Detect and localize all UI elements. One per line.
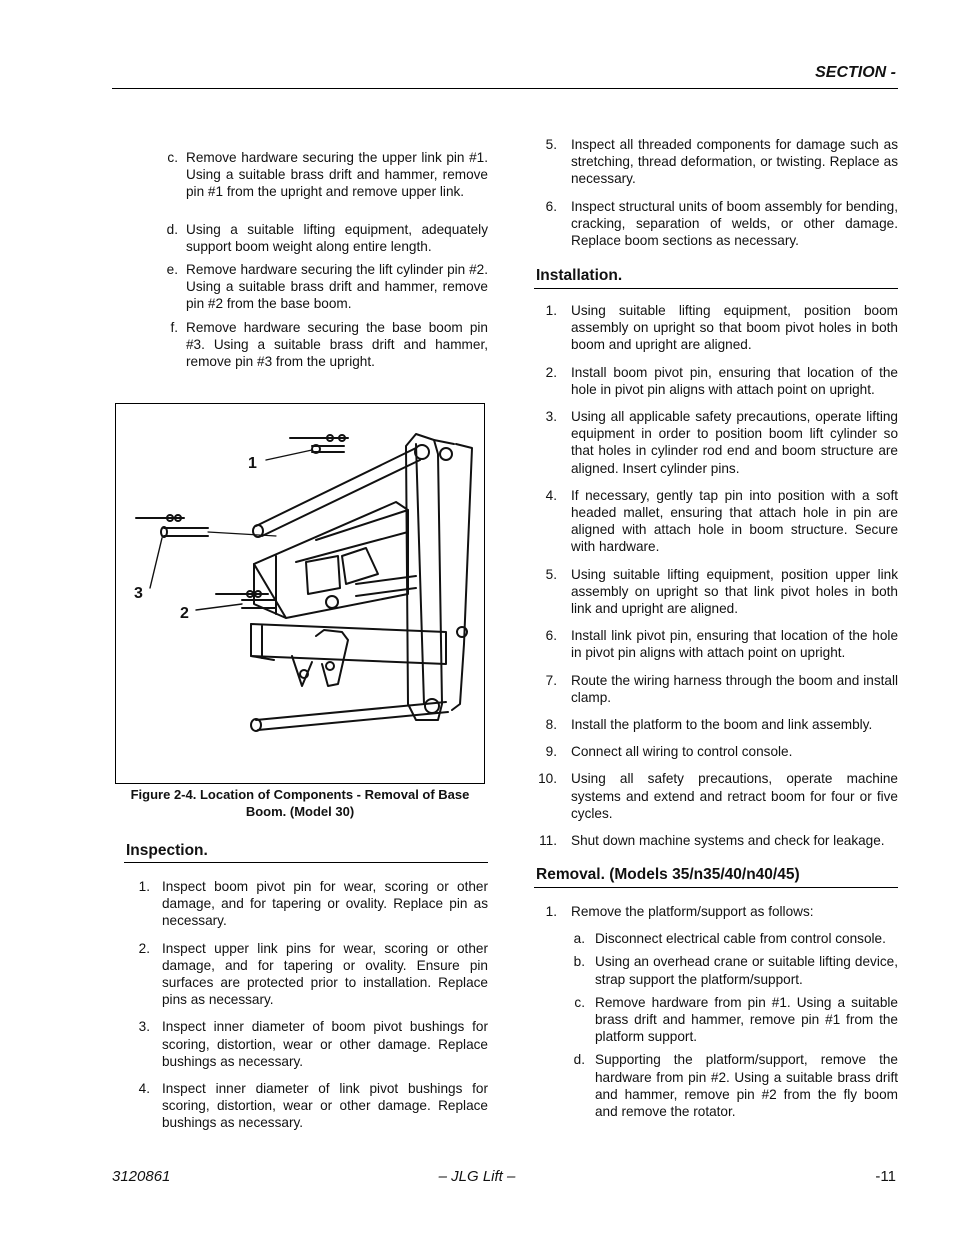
list-item	[545, 716, 898, 733]
list-text: Shut down machine systems and check for leakage.	[571, 833, 885, 849]
figure-2-4	[115, 403, 485, 784]
list-item	[166, 221, 488, 255]
list-marker: 5.	[545, 137, 557, 152]
figure-caption	[115, 786, 485, 820]
list-text: Remove hardware securing the base boom pin #3. Using a suitable brass drift and hammer, remove pin #3 from the upright.	[186, 319, 488, 370]
list-item	[138, 878, 488, 930]
list-item	[539, 832, 898, 849]
list-marker: c.	[167, 150, 178, 165]
list-item	[545, 903, 898, 920]
list-marker: 1.	[138, 879, 150, 894]
list-text: Inspect upper link pins for wear, scoring or other damage, and for tapering or ovality. Ensure pin surfaces are protected prior to installation. Replace pins as necessary.	[162, 940, 488, 1008]
list-marker: 3.	[138, 1019, 150, 1035]
list-item	[545, 672, 898, 706]
removal-sublist	[573, 930, 898, 1120]
inspection-list	[138, 878, 488, 1132]
footer-doc-number: 3120861	[112, 1168, 171, 1185]
list-text: Remove hardware securing the upper link pin #1. Using a suitable brass drift and hammer, remove pin #1 from the upright and remove upper link.	[186, 150, 488, 200]
list-marker: b.	[573, 954, 585, 970]
list-marker: d.	[573, 1052, 585, 1068]
list-text: Using all applicable safety precautions, operate lifting equipment in order to position boom lift cylinder so that holes in cylinder rod end and boom structure are aligned. Insert cylinder pins.	[571, 409, 898, 476]
list-item	[574, 994, 898, 1046]
list-marker: 1.	[545, 904, 557, 919]
list-marker: d.	[166, 221, 178, 237]
header-rule	[112, 88, 898, 89]
list-item	[538, 770, 898, 822]
right-top-list	[545, 136, 898, 249]
list-marker: 1.	[545, 303, 557, 318]
list-item	[573, 930, 898, 947]
footer-brand: – JLG Lift –	[438, 1168, 516, 1185]
removal-list	[545, 903, 898, 1120]
installation-list	[538, 302, 898, 849]
list-marker: 8.	[545, 717, 557, 733]
list-marker: c.	[574, 994, 585, 1010]
list-item	[545, 136, 898, 188]
list-item	[545, 198, 898, 250]
list-item	[138, 1018, 488, 1070]
list-item	[545, 627, 898, 661]
list-item	[545, 408, 898, 477]
list-text: Inspect inner diameter of boom pivot bushings for scoring, distortion, wear or other damage. Replace bushings as necessary.	[162, 1019, 488, 1069]
list-marker: 10.	[538, 771, 557, 787]
list-text: Route the wiring harness through the boom and install clamp.	[571, 672, 898, 705]
list-text: Install the platform to the boom and link assembly.	[571, 717, 873, 733]
footer-page-number: -11	[875, 1168, 896, 1185]
list-marker: 7.	[545, 672, 557, 688]
list-item	[167, 149, 488, 201]
list-text: Inspect structural units of boom assembly for bending, cracking, separation of welds, or other damage. Replace boom sections as necessary.	[571, 198, 898, 249]
list-text: Using a suitable lifting equipment, adequately support boom weight along entire length.	[186, 221, 488, 254]
list-marker: 2.	[545, 364, 557, 380]
left-top-list	[166, 149, 488, 370]
list-text: Using suitable lifting equipment, position upper link assembly on upright so that link pivot holes in both link and upright are aligned.	[571, 566, 898, 617]
list-text: Remove hardware from pin #1. Using a suitable brass drift and hammer, remove pin #1 from the platform support.	[595, 994, 898, 1045]
list-text: Using suitable lifting equipment, position boom assembly on upright so that boom pivot holes in both boom and upright are aligned.	[571, 303, 898, 353]
installation-heading: Installation.	[536, 267, 623, 284]
figure-caption-line: Figure 2-4. Location of Components - Removal of Base	[130, 787, 470, 802]
list-text: Using all safety precautions, operate machine systems and extend and retract boom for four or five cycles.	[571, 771, 898, 821]
list-text: Install boom pivot pin, ensuring that location of the hole in pivot pin aligns with attach point on upright.	[571, 364, 898, 397]
list-item	[545, 743, 898, 760]
list-text: Inspect inner diameter of link pivot bushings for scoring, distortion, wear or other damage. Replace bushings as necessary.	[162, 1081, 488, 1131]
list-marker: f.	[170, 319, 178, 335]
list-item	[545, 566, 898, 618]
list-item	[545, 364, 898, 398]
callout-3: 3	[134, 585, 143, 602]
removal-heading: Removal. (Models 35/n35/40/n40/45)	[536, 866, 800, 883]
list-item	[166, 261, 488, 313]
list-marker: 2.	[138, 940, 150, 956]
list-text: Connect all wiring to control console.	[571, 744, 793, 760]
heading-rule	[124, 862, 488, 863]
list-text: Remove hardware securing the lift cylinder pin #2. Using a suitable brass drift and hammer, remove pin #2 from the base boom.	[186, 262, 488, 312]
list-marker: 5.	[545, 566, 557, 582]
list-item	[170, 319, 488, 371]
list-text: Install link pivot pin, ensuring that location of the hole in pivot pin aligns with attach point on upright.	[571, 628, 898, 661]
list-marker: 4.	[138, 1081, 150, 1097]
boom-components-illustration	[116, 404, 484, 783]
list-text: Disconnect electrical cable from control console.	[595, 931, 886, 947]
list-marker: 6.	[545, 198, 557, 214]
list-item	[573, 953, 898, 987]
list-item	[545, 487, 898, 556]
list-text: Remove the platform/support as follows:	[571, 904, 814, 919]
list-text: If necessary, gently tap pin into position with a soft headed mallet, ensuring that attach hole in pin are aligned with attach hole in boom structure. Secure with hardware.	[571, 487, 898, 555]
list-marker: a.	[573, 931, 585, 947]
list-marker: e.	[166, 262, 178, 278]
heading-rule	[534, 288, 898, 289]
list-marker: 4.	[545, 487, 557, 503]
list-text: Inspect all threaded components for damage such as stretching, thread deformation, or twisting. Replace as necessary.	[571, 137, 898, 187]
figure-caption-line: Boom. (Model 30)	[245, 804, 355, 819]
heading-rule	[534, 887, 898, 888]
section-header: SECTION -	[815, 64, 896, 81]
list-marker: 9.	[545, 744, 557, 760]
list-text: Using an overhead crane or suitable lifting device, strap support the platform/support.	[595, 954, 898, 987]
list-item	[545, 302, 898, 354]
callout-2: 2	[180, 605, 189, 622]
callout-1: 1	[248, 455, 257, 472]
list-item	[138, 940, 488, 1009]
list-marker: 11.	[539, 833, 557, 849]
list-item	[573, 1051, 898, 1120]
list-item	[138, 1080, 488, 1132]
list-marker: 3.	[545, 409, 557, 425]
list-text: Inspect boom pivot pin for wear, scoring or other damage, and for tapering or ovality. Replace pin as necessary.	[162, 879, 488, 929]
list-text: Supporting the platform/support, remove the hardware from pin #2. Using a suitable brass drift and hammer, remove pin #2 from the fly boom and remove the rotator.	[595, 1052, 898, 1120]
list-marker: 6.	[545, 628, 557, 644]
inspection-heading: Inspection.	[126, 842, 208, 859]
